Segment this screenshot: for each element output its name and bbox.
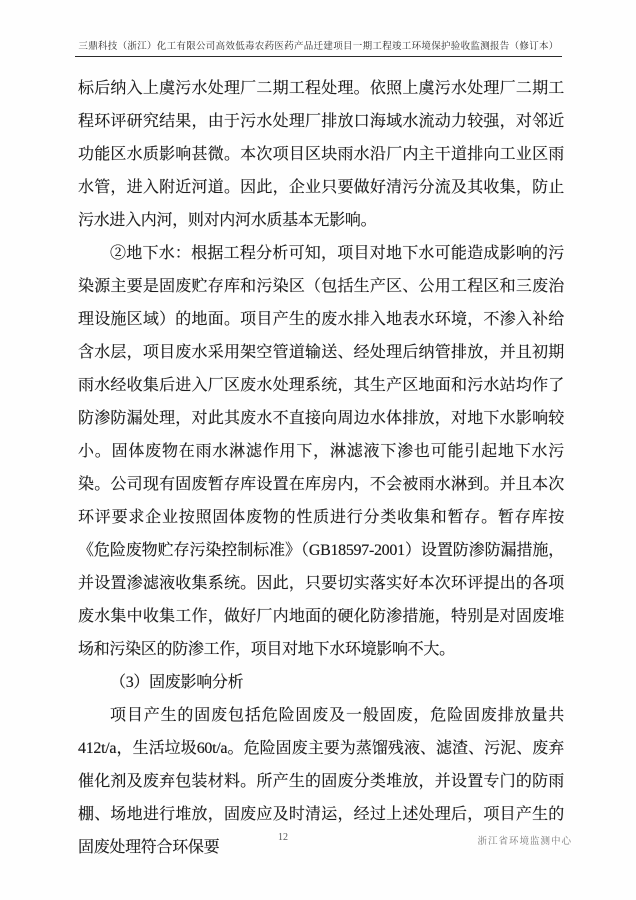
footer-page-number: 12	[278, 832, 288, 843]
paragraph-groundwater: ②地下水：根据工程分析可知，项目对地下水可能造成影响的污染源主要是固废贮存库和污染区（包括生产区、公用工程区和三废治理设施区域）的地面。项目产生的废水排入地表水环境，不渗入补给含水层，项目废水采用架空管道输送、经处理后纳管排放，并且初期雨水经收集后进入厂区废水处理系统，其生产区地面和污水站均作了防渗防漏处理，对此其废水不直接向周边水体排放，对地下水影响较小。固体废物在雨水淋滤作用下，淋滤液下渗也可能引起地下水污染。公司现有固废暂存库设置在库房内，不会被雨水淋到。并且本次环评要求企业按照固体废物的性质进行分类收集和暂存。暂存库按《危险废物贮存污染控制标准》（GB18597-2001）设置防渗防漏措施，并设置渗滤液收集系统。因此，只要切实落实好本次环评提出的各项废水集中收集工作，做好厂内地面的硬化防渗措施，特别是对固废堆场和污染区的防渗工作，项目对地下水环境影响不大。	[78, 245, 564, 658]
paragraph-solid-waste: 项目产生的固废包括危险固废及一般固废，危险固废排放量共412t/a，生活垃圾60t/a。危险固废主要为蒸馏残液、滤渣、污泥、废弃催化剂及废弃包装材料。所产生的固废分类堆放，并设置专门的防雨棚、场地进行堆放，固废应及时清运，经过上述处理后，项目产生的固废处理符合环保要	[78, 707, 564, 856]
paragraph-surface-water: 标后纳入上虞污水处理厂二期工程处理。依照上虞污水处理厂二期工程环评研究结果，由于污水处理厂排放口海域水流动力较强，对邻近功能区水质影响甚微。本次项目区块雨水沿厂内主干道排向工业区雨水管，进入附近河道。因此，企业只要做好清污分流及其收集，防止污水进入内河，则对内河水质基本无影响。	[78, 80, 564, 229]
document-header-title: 三鼎科技（浙江）化工有限公司高效低毒农药医药产品迁建项目一期工程竣工环境保护验收监测报告（修订本）	[75, 38, 562, 57]
document-body	[78, 72, 564, 864]
footer-organization: 浙江省环境监测中心	[477, 837, 572, 847]
section-heading-solid-waste: （3）固废影响分析	[110, 674, 244, 691]
